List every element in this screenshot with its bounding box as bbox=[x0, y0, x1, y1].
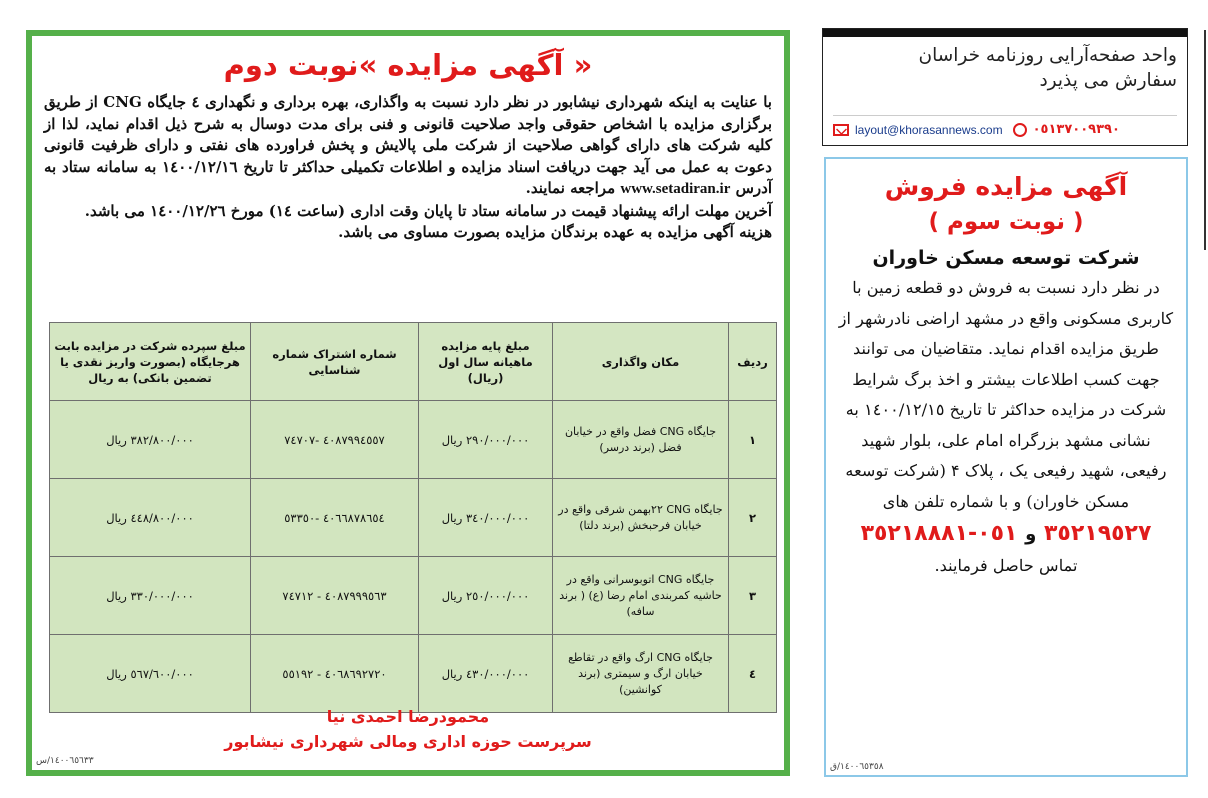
table-row bbox=[50, 479, 777, 557]
website-link[interactable]: www.setadiran.ir bbox=[620, 181, 731, 197]
right-ad-subtitle: ( نوبت سوم ) bbox=[928, 209, 1084, 235]
left-ad-title: « آگهی مزایده »نوبت دوم bbox=[223, 48, 593, 82]
signature-block bbox=[32, 704, 784, 754]
table-row bbox=[50, 401, 777, 479]
layout-service-box bbox=[822, 28, 1188, 146]
row-number: ١ bbox=[729, 401, 777, 479]
row-number: ٣ bbox=[729, 557, 777, 635]
row-place: جایگاه CNG ٢٢بهمن شرقی واقع در خیابان فرحبخش (برند دلتا) bbox=[553, 479, 729, 557]
layout-line-1: واحد صفحه‌آرایی روزنامه خراسان bbox=[918, 45, 1177, 66]
page-edge-line bbox=[1204, 30, 1206, 250]
layout-line-2: سفارش می پذیرد bbox=[1039, 70, 1177, 91]
company-name: شرکت توسعه مسکن خاوران bbox=[872, 247, 1140, 269]
row-place: جایگاه CNG ارگ واقع در تقاطع خیابان ارگ و سیمتری (برند کوانشین) bbox=[553, 635, 729, 713]
header-place: مکان واگذاری bbox=[553, 323, 729, 401]
auction-notice-content bbox=[32, 36, 784, 770]
header-subscription: شماره اشتراک شماره شناسایی bbox=[251, 323, 419, 401]
table-row bbox=[50, 557, 777, 635]
row-subscription: ٤٠٦٦٨٧٨٦٥٤ -٥٣٣٥٠ bbox=[251, 479, 419, 557]
left-ad-code: ١٤٠٠٦٥٦٣٣/س bbox=[36, 756, 94, 766]
row-number: ٤ bbox=[729, 635, 777, 713]
sale-auction-notice bbox=[824, 157, 1188, 777]
row-place: جایگاه CNG اتوبوسرانی واقع در حاشیه کمربندی امام رضا (ع) ( برند سافه) bbox=[553, 557, 729, 635]
row-deposit: ٣٣٠/٠٠٠/٠٠٠ ریال bbox=[50, 557, 251, 635]
row-base-price: ٢٩٠/٠٠٠/٠٠٠ ریال bbox=[419, 401, 553, 479]
table-header-row bbox=[50, 323, 777, 401]
left-ad-text-1-end: مراجعه نمایند. bbox=[525, 179, 616, 197]
top-bar bbox=[823, 29, 1187, 37]
left-ad-paragraph-2: آخرین مهلت ارائه پیشنهاد قیمت در سامانه ستاد تا پایان وقت اداری (ساعت ١٤) مورخ ١٤٠٠/١٢/٢٦ می باشد. bbox=[84, 201, 772, 220]
table-row bbox=[50, 635, 777, 713]
phone-number-1[interactable]: ٣٥٢١٩٥٢٧ bbox=[1043, 521, 1152, 546]
auction-table bbox=[49, 322, 777, 713]
row-deposit: ٣٨٢/٨٠٠/٠٠٠ ریال bbox=[50, 401, 251, 479]
left-ad-paragraph-3: هزینه آگهی مزایده به عهده برندگان مزایده بصورت مساوی می باشد. bbox=[338, 223, 772, 241]
row-deposit: ٥٦٧/٦٠٠/٠٠٠ ریال bbox=[50, 635, 251, 713]
row-deposit: ٤٤٨/٨٠٠/٠٠٠ ریال bbox=[50, 479, 251, 557]
signer-name: محمودرضا احمدی نیا bbox=[326, 707, 490, 726]
left-ad-text-1: با عنایت به اینکه شهرداری نیشابور در نظر دارد نسبت به واگذاری، بهره برداری و نگهداری ٤ جایگاه CNG از طریق برگزاری مزایده با اشخاص حقوقی واجد صلاحیت قانونی و فنی برای مدت دوسال به شرح ذیل اقدام نماید، لذا از کلیه شرکت های دارای گواهی صلاحیت از شرکت ملی پالایش و پخش فراورده های نفتی و دارای ظرفیت قانونی دعوت به عمل می آید جهت دریافت اسناد مزایده و اطلاعات تکمیلی حداکثر تا تاریخ ١٤٠٠/١٢/١٦ به سامانه ستاد به آدرس bbox=[44, 93, 772, 197]
left-ad-body bbox=[44, 92, 772, 244]
right-ad-code: ١٤٠٠٦٥٣٥٨/ق bbox=[830, 762, 884, 772]
signer-title: سرپرست حوزه اداری ومالی شهرداری نیشابور bbox=[224, 732, 592, 751]
auction-notice-green bbox=[26, 30, 790, 776]
row-subscription: ٤٠٦٨٦٩٢٧٢٠ - ٥٥١٩٢ bbox=[251, 635, 419, 713]
email-link[interactable]: layout@khorasannews.com bbox=[855, 122, 1003, 137]
layout-service-text bbox=[823, 37, 1187, 93]
row-place: جایگاه CNG فضل واقع در خیابان فضل (برند درسر) bbox=[553, 401, 729, 479]
row-subscription: ٤٠٨٧٩٩٩٥٦٣ - ٧٤٧١٢ bbox=[251, 557, 419, 635]
left-ad-paragraph-1 bbox=[44, 92, 772, 201]
header-base-price: مبلغ پایه مزایده ماهیانه سال اول (ریال) bbox=[419, 323, 553, 401]
row-base-price: ٣٤٠/٠٠٠/٠٠٠ ریال bbox=[419, 479, 553, 557]
right-ad-title: آگهی مزایده فروش bbox=[884, 172, 1128, 201]
phone-icon bbox=[1013, 123, 1027, 137]
row-base-price: ٢٥٠/٠٠٠/٠٠٠ ریال bbox=[419, 557, 553, 635]
right-ad-body: در نظر دارد نسبت به فروش دو قطعه زمین با کاربری مسکونی واقع در مشهد اراضی نادرشهر از طریق مزایده اقدام نماید. متقاضیان می توانند جهت کسب اطلاعات بیشتر و اخذ برگ شرایط شرکت در مزایده حداکثر تا تاریخ ١٤٠٠/١٢/١٥ به نشانی مشهد بزرگراه امام علی، بلوار شهید رفیعی، شهید رفیعی یک ، پلاک ۴ (شرکت توسعه مسکن خاوران) و با شماره تلفن های bbox=[838, 278, 1174, 511]
row-number: ٢ bbox=[729, 479, 777, 557]
phone-and: و bbox=[1025, 524, 1037, 545]
right-ad-closing: تماس حاصل فرمایند. bbox=[934, 556, 1078, 575]
header-deposit: مبلغ سپرده شرکت در مزایده بابت هرجایگاه (بصورت واریز نقدی یا تضمین بانکی) به ریال bbox=[50, 323, 251, 401]
phone-number-2[interactable]: ٠٥١-٣٥٢١٨٨٨١ bbox=[860, 521, 1018, 546]
phone-number[interactable]: ٠٥١٣٧٠٠٩٣٩٠ bbox=[1032, 122, 1120, 137]
phone-numbers bbox=[826, 517, 1186, 552]
contact-row bbox=[833, 115, 1177, 139]
row-subscription: ٤٠٨٧٩٩٤٥٥٧ -٧٤٧٠٧ bbox=[251, 401, 419, 479]
mail-icon bbox=[833, 124, 849, 136]
header-row-number: ردیف bbox=[729, 323, 777, 401]
row-base-price: ٤٣٠/٠٠٠/٠٠٠ ریال bbox=[419, 635, 553, 713]
